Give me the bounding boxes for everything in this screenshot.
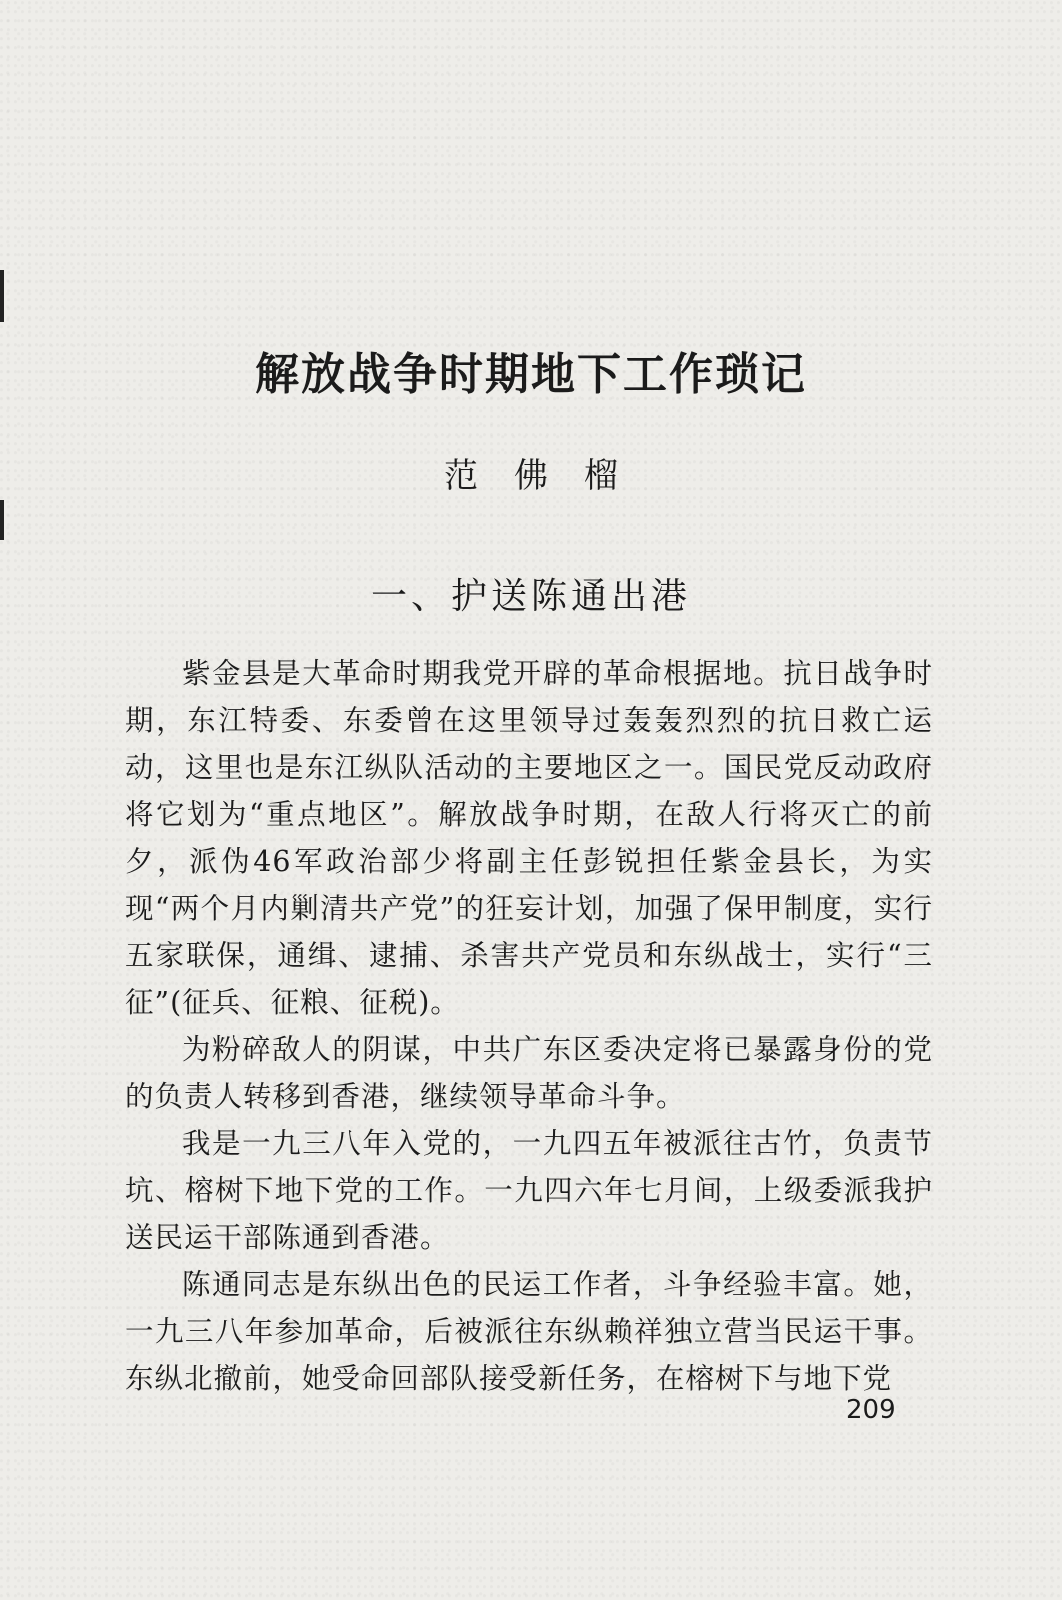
author-name: 范佛榴 (444, 456, 654, 496)
paragraph: 陈通同志是东纵出色的民运工作者，斗争经验丰富。她，一九三八年参加革命，后被派往东纵赖祥独立营当民运干事。东纵北撤前，她受命回部队接受新任务，在榕树下与地下党 (125, 1268, 933, 1395)
article-body (125, 650, 933, 1402)
article-title: 解放战争时期地下工作琐记 (255, 349, 807, 400)
page-number: 209 (846, 1395, 896, 1425)
scan-edge-mark (0, 270, 4, 322)
paragraph: 我是一九三八年入党的，一九四五年被派往古竹，负责节坑、榕树下地下党的工作。一九四六年七月间，上级委派我护送民运干部陈通到香港。 (125, 1127, 933, 1254)
paragraph: 紫金县是大革命时期我党开辟的革命根据地。抗日战争时期，东江特委、东委曾在这里领导过轰轰烈烈的抗日救亡运动，这里也是东江纵队活动的主要地区之一。国民党反动政府将它划为“重点地区”。解放战争时期，在敌人行将灭亡的前夕，派伪46军政治部少将副主任彭锐担任紫金县长，为实现“两个月内剿清共产党”的狂妄计划，加强了保甲制度，实行五家联保，通缉、逮捕、杀害共产党员和东纵战士，实行“三征”(征兵、征粮、征税)。 (125, 657, 933, 1019)
section-heading: 一、护送陈通出港 (370, 576, 691, 617)
paragraph: 为粉碎敌人的阴谋，中共广东区委决定将已暴露身份的党的负责人转移到香港，继续领导革命斗争。 (125, 1033, 933, 1113)
scan-edge-mark (0, 500, 4, 540)
